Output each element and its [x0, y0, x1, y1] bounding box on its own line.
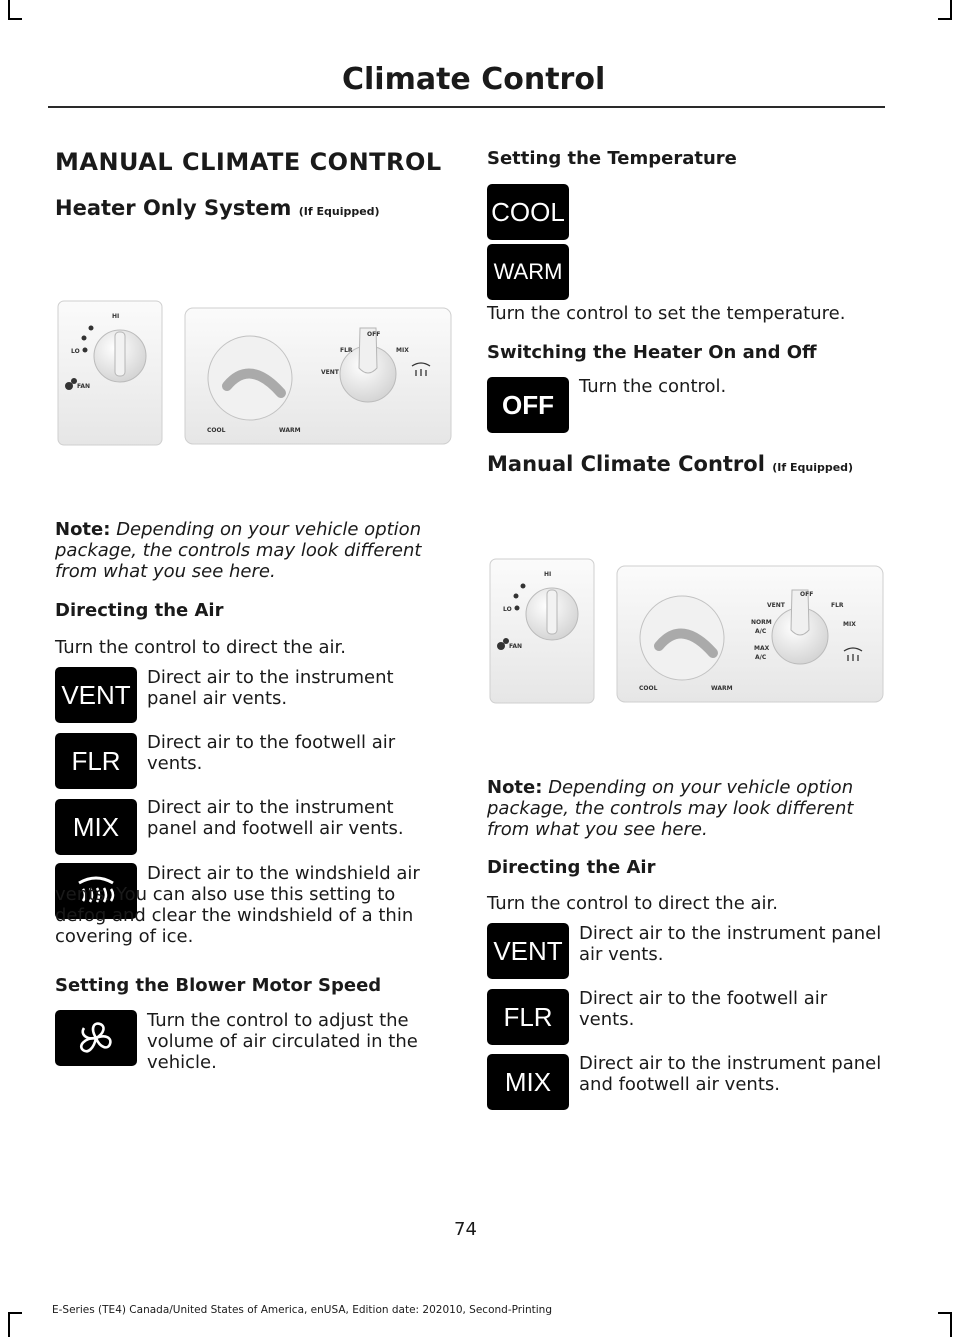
- crop-mark: [950, 0, 952, 18]
- panel-label-vent: VENT: [321, 369, 339, 376]
- note-label: Note:: [55, 519, 111, 540]
- crop-mark: [8, 1312, 10, 1337]
- note-text: Depending on your vehicle option package, the controls may look different from what you see here.: [55, 519, 422, 582]
- panel-label-max: MAX: [754, 645, 770, 652]
- blower-description: Turn the control to adjust the volume of air circulated in the vehicle.: [147, 1010, 418, 1073]
- vent-description: Direct air to the instrument panel air vents.: [579, 923, 882, 965]
- floor-description: Direct air to the footwell air vents.: [147, 732, 396, 774]
- note-paragraph: [55, 519, 435, 582]
- switch-heater-title: Switching the Heater On and Off: [487, 342, 817, 363]
- note-text: Depending on your vehicle option package, the controls may look different from what you see here.: [487, 777, 854, 840]
- mix-icon: MIX: [487, 1054, 569, 1110]
- mix-description: Direct air to the instrument panel and footwell air vents.: [147, 797, 404, 839]
- heater-title: [55, 196, 380, 220]
- manual-climate-title: [487, 452, 853, 476]
- panel-label-norm: NORM: [751, 619, 772, 626]
- panel-label-cool: COOL: [207, 427, 226, 434]
- panel-label-off: OFF: [367, 331, 381, 338]
- directing-air-text: Turn the control to direct the air.: [55, 637, 346, 658]
- crop-mark: [8, 18, 22, 20]
- panel-label-ac: A/C: [755, 628, 767, 635]
- directing-air-title: Directing the Air: [55, 600, 224, 621]
- floor-icon: FLR: [55, 733, 137, 789]
- vent-icon: VENT: [55, 667, 137, 723]
- if-equipped-label: (If Equipped): [298, 205, 380, 218]
- page-number: 74: [454, 1219, 477, 1240]
- panel-label-warm: WARM: [279, 427, 301, 434]
- panel-label-mix: MIX: [396, 347, 409, 354]
- if-equipped-label: (If Equipped): [772, 461, 854, 474]
- panel-label-lo: LO: [71, 348, 80, 355]
- off-icon: OFF: [487, 377, 569, 433]
- panel-label-flr: FLR: [340, 347, 353, 354]
- blower-title: Setting the Blower Motor Speed: [55, 975, 382, 996]
- section-title: MANUAL CLIMATE CONTROL: [55, 148, 442, 176]
- crop-mark: [8, 0, 10, 18]
- warm-icon: WARM: [487, 244, 569, 300]
- off-text: Turn the control.: [579, 376, 727, 397]
- vent-icon: VENT: [487, 923, 569, 979]
- panel-label-warm: WARM: [711, 685, 733, 692]
- defrost-description: Direct air to the windshield air vents. You can also use this setting to defog and clear the windshield of a thin covering of ice.: [55, 863, 420, 947]
- fan-speed-icon: [55, 1010, 137, 1066]
- directing-air-text: Turn the control to direct the air.: [487, 893, 778, 914]
- panel-label-off: OFF: [800, 591, 814, 598]
- vent-description: Direct air to the instrument panel air vents.: [147, 667, 394, 709]
- crop-mark: [950, 1312, 952, 1337]
- crop-mark: [938, 18, 952, 20]
- temperature-title: Setting the Temperature: [487, 148, 737, 169]
- manual-climate-title-text: Manual Climate Control: [487, 452, 765, 476]
- crop-mark: [8, 1312, 22, 1314]
- note-label: Note:: [487, 777, 543, 798]
- footer-edition: E-Series (TE4) Canada/United States of America, enUSA, Edition date: 202010, Second-Printing: [52, 1304, 553, 1316]
- panel-label-fan: FAN: [509, 643, 523, 650]
- fan-glyph: [76, 1018, 116, 1058]
- manual-climate-panel-illustration: [487, 556, 887, 706]
- mix-description: Direct air to the instrument panel and footwell air vents.: [579, 1053, 882, 1095]
- panel-label-ac: A/C: [755, 654, 767, 661]
- mix-icon: MIX: [55, 799, 137, 855]
- panel-label-mix: MIX: [843, 621, 856, 628]
- panel-label-cool: COOL: [639, 685, 658, 692]
- heater-panel-illustration: [55, 298, 455, 448]
- floor-icon: FLR: [487, 989, 569, 1045]
- note-paragraph: [487, 777, 867, 840]
- crop-mark: [938, 1312, 952, 1314]
- temperature-text: Turn the control to set the temperature.: [487, 303, 846, 324]
- panel-label-hi: HI: [112, 313, 120, 320]
- panel-label-flr: FLR: [831, 602, 844, 609]
- panel-label-fan: FAN: [77, 383, 91, 390]
- panel-label-vent: VENT: [767, 602, 785, 609]
- header-rule: [48, 106, 885, 108]
- page-header-title: Climate Control: [342, 62, 606, 97]
- panel-label-lo: LO: [503, 606, 512, 613]
- panel-label-hi: HI: [544, 571, 552, 578]
- heater-title-text: Heater Only System: [55, 196, 292, 220]
- cool-icon: COOL: [487, 184, 569, 240]
- floor-description: Direct air to the footwell air vents.: [579, 988, 828, 1030]
- directing-air-title: Directing the Air: [487, 857, 656, 878]
